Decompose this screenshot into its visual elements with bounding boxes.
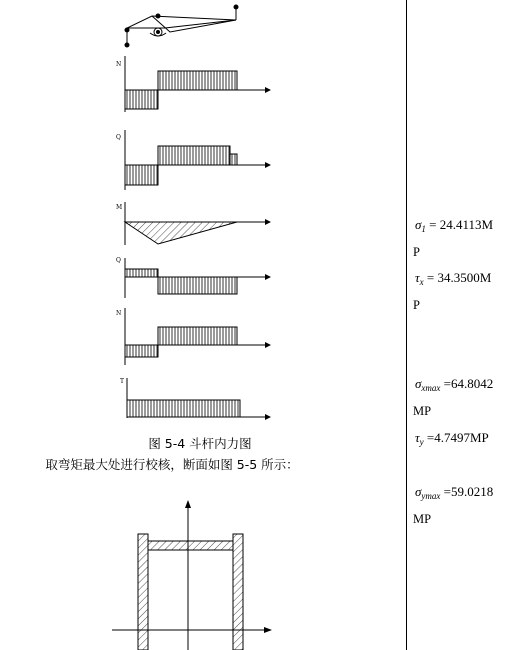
diagram-label: Q: [116, 134, 121, 141]
diagram-axial-force-1: [116, 56, 271, 112]
diagram-label: N: [116, 310, 122, 317]
figure-caption: 图 5-4 斗杆内力图: [148, 436, 252, 451]
column-divider: [406, 0, 407, 650]
diagram-bending-moment: [116, 202, 271, 245]
diagram-axial-force-2: [116, 308, 271, 365]
cross-section-figure: [112, 500, 272, 650]
diagram-torque: [120, 378, 271, 420]
equation-sigma-ymax: $\sigma_{ymax} =59.0218$: [415, 484, 494, 501]
diagram-label: N: [116, 61, 122, 68]
bucket-arm-sketch: [125, 5, 238, 47]
equation-sigma-xmax: $\sigma_{xmax} =64.8042$: [415, 376, 494, 393]
diagram-label: Q: [116, 257, 121, 264]
equation-tau-x: $\tau_x = 34.3500M$: [415, 270, 492, 287]
equation-sigma-xmax-unit: MP: [413, 404, 432, 418]
equation-sigma-1-unit: P: [413, 245, 420, 259]
equation-tau-x-unit: P: [413, 298, 420, 312]
equation-tau-y: $\tau_y =4.7497MP$: [415, 430, 489, 447]
diagram-label: T: [120, 378, 125, 385]
diagram-label: M: [116, 204, 123, 211]
diagram-shear-force-1: [116, 130, 271, 190]
equation-sigma-ymax-unit: MP: [413, 512, 432, 526]
equation-sigma-1: $\sigma_1 = 24.4113M$: [415, 217, 494, 234]
body-paragraph: 取弯矩最大处进行校核，断面如图 5-5 所示：: [45, 457, 299, 472]
diagram-shear-force-2: [116, 257, 271, 298]
